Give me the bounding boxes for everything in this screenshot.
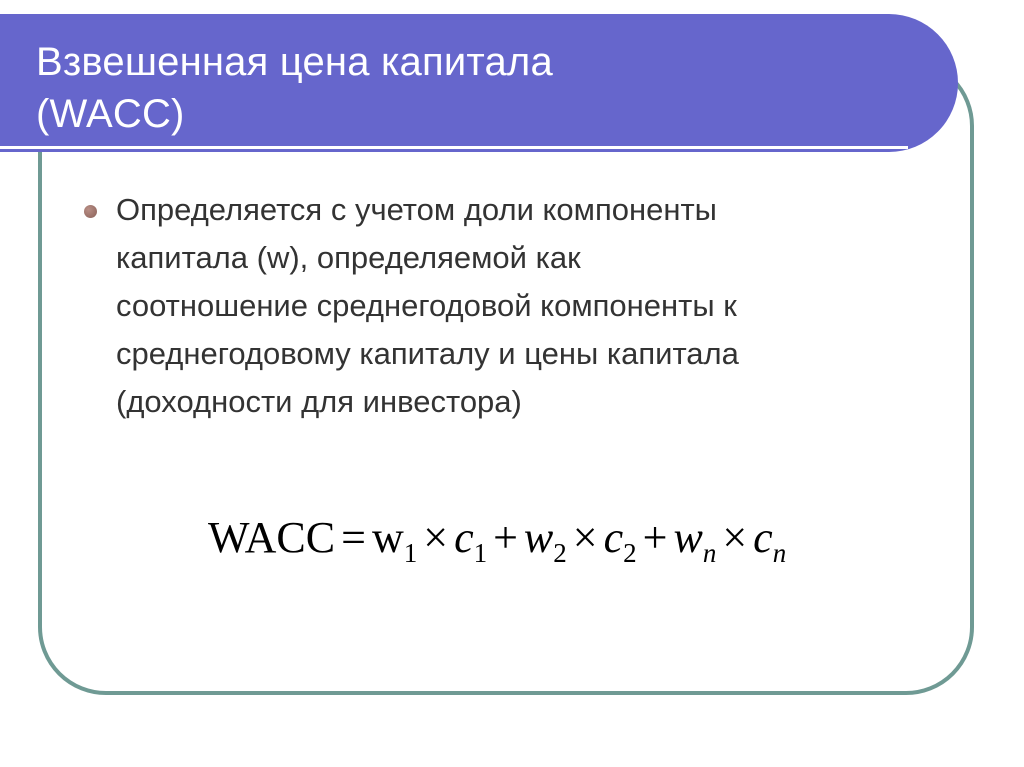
bullet-dot-icon — [84, 205, 97, 218]
formula-c2: c — [603, 513, 624, 562]
bullet-line: Определяется с учетом доли компоненты — [116, 192, 717, 227]
formula-times-1: × — [423, 513, 449, 562]
bullet-line: среднегодовому капиталу и цены капитала — [116, 336, 739, 371]
bullet-line: соотношение среднегодовой компоненты к — [116, 288, 737, 323]
title-band — [0, 14, 958, 152]
bullet-item — [84, 186, 944, 426]
formula-wn: w — [673, 513, 703, 562]
formula-w1: w — [371, 513, 404, 562]
formula-w1-sub: 1 — [403, 538, 418, 568]
wacc-formula — [208, 510, 786, 566]
formula-c2-sub: 2 — [623, 538, 637, 568]
formula-c1: c — [454, 513, 474, 562]
formula-times-2: × — [572, 513, 598, 562]
formula-w2-sub: 2 — [553, 538, 567, 568]
formula-plus-1: + — [493, 513, 518, 562]
formula-wn-sub: n — [702, 538, 717, 568]
formula-w2: w — [523, 513, 554, 562]
slide-title — [36, 36, 553, 140]
formula-equals: = — [341, 513, 366, 562]
formula-cn-sub: n — [772, 538, 787, 568]
bullet-line: капитала (w), определяемой как — [116, 240, 581, 275]
formula-c1-sub: 1 — [473, 538, 488, 568]
bullet-line: (доходности для инвестора) — [116, 384, 522, 419]
title-underline — [0, 146, 908, 149]
title-line-1: Взвешенная цена капитала — [36, 40, 553, 84]
formula-lhs: WACC — [208, 513, 336, 562]
title-line-2: (WACC) — [36, 92, 185, 136]
bullet-list — [84, 186, 944, 426]
formula-cn: c — [753, 513, 773, 562]
formula-plus-2: + — [642, 513, 668, 562]
formula-times-3: × — [722, 513, 748, 562]
